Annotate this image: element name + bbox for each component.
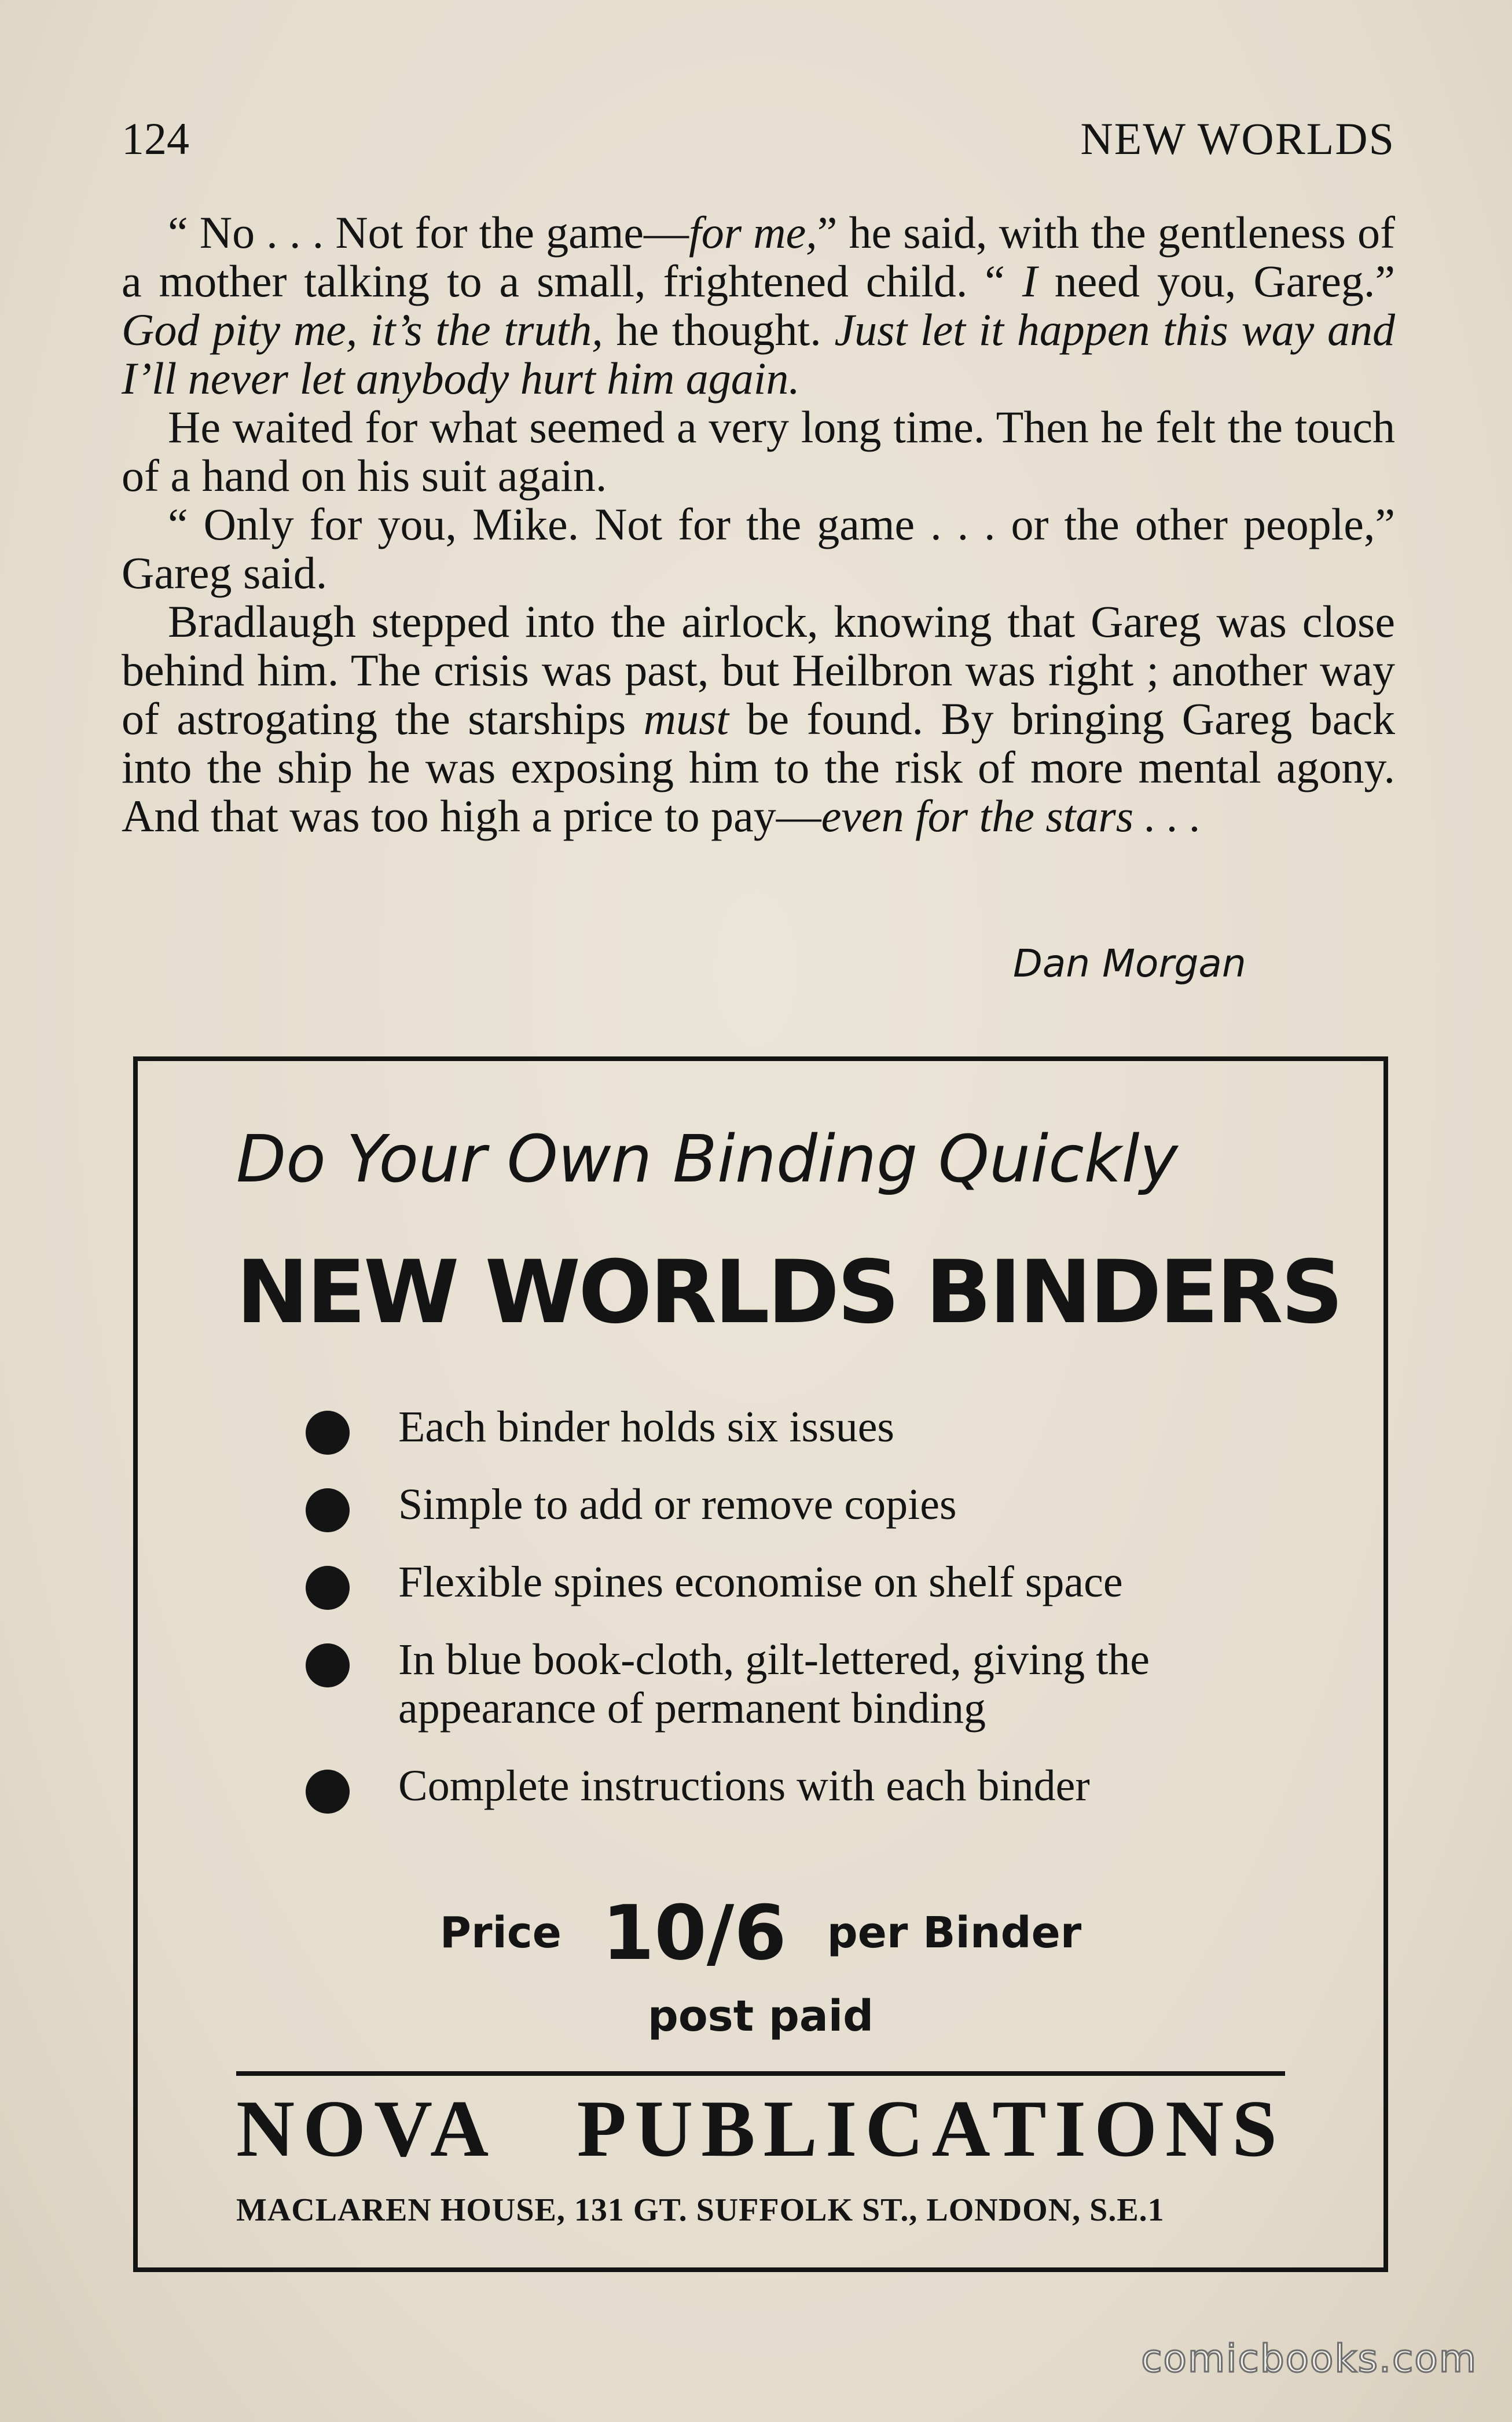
page-number: 124 [122,113,189,164]
bullet-icon [306,1488,350,1532]
text-run: he thought. [603,304,835,355]
price-label: Price [439,1908,562,1958]
price-postage: post paid [647,1991,874,2041]
italic-run: God pity me, it’s the truth, [122,304,603,355]
story-text [122,208,1395,841]
story-paragraph [122,208,1395,403]
text-run: be found. By bringing Gareg back into the ship he was exposing him to the risk of more mental agony. And that was too high a price to pay— [122,693,1395,841]
feature-item [306,1762,1261,1810]
page-header [122,110,1395,168]
italic-run: for me, [689,207,817,258]
bullet-icon [306,1770,350,1814]
publisher-address: MACLAREN HOUSE, 131 GT. SUFFOLK ST., LONDON, S.E.1 [236,2192,1165,2228]
ad-divider [236,2071,1285,2076]
story-paragraph [122,500,1395,597]
feature-text: Simple to add or remove copies [398,1480,957,1529]
ad-title: NEW WORLDS BINDERS [236,1242,1341,1343]
italic-run: must [643,693,729,744]
italic-run: even for the stars . . . [821,791,1202,841]
text-run: Bradlaugh stepped into the airlock, knowing that Gareg was close behind him. The crisis was past, but Heilbron was right ; another way of astrogating the starships [122,596,1395,744]
text-run: ” he said, with the gentleness of a mother talking to a small, frightened child. “ [122,207,1395,306]
price-value: 10/6 [601,1889,787,1977]
price-unit: per Binder [827,1908,1082,1958]
story-paragraph [122,597,1395,841]
text-run: He waited for what seemed a very long time. Then he felt the touch of a hand on his suit again. [122,402,1395,501]
story-paragraph [122,403,1395,500]
bullet-icon [306,1643,350,1687]
italic-run: Just let it happen this way and I’ll never let anybody hurt him again. [122,304,1396,403]
feature-list [306,1403,1261,1839]
feature-item [306,1558,1261,1606]
ad-tagline: Do Your Own Binding Quickly [236,1122,1178,1197]
price-line [138,1889,1383,1977]
watermark: comicbooks.com [1141,2336,1477,2381]
author-signature: Dan Morgan [1013,941,1246,986]
feature-item [306,1403,1261,1451]
binders-advertisement [133,1056,1388,2272]
feature-item [306,1635,1261,1733]
feature-text: Complete instructions with each binder [398,1762,1090,1810]
text-run: “ No . . . Not for the game— [168,207,689,258]
text-run: need you, Gareg.” [1037,256,1395,306]
text-run: “ Only for you, Mike. Not for the game . . . or the other people,” Gareg said. [122,499,1395,598]
feature-text: Flexible spines economise on shelf space [398,1558,1123,1606]
feature-text: Each binder holds six issues [398,1403,895,1451]
bullet-icon [306,1566,350,1610]
publisher-name: NOVA PUBLICATIONS [236,2084,1285,2174]
feature-text: In blue book-cloth, gilt-lettered, giving the appearance of permanent binding [398,1635,1150,1733]
running-head: NEW WORLDS [1080,113,1395,164]
feature-item [306,1480,1261,1529]
bullet-icon [306,1411,350,1455]
italic-run: I [1022,256,1037,306]
